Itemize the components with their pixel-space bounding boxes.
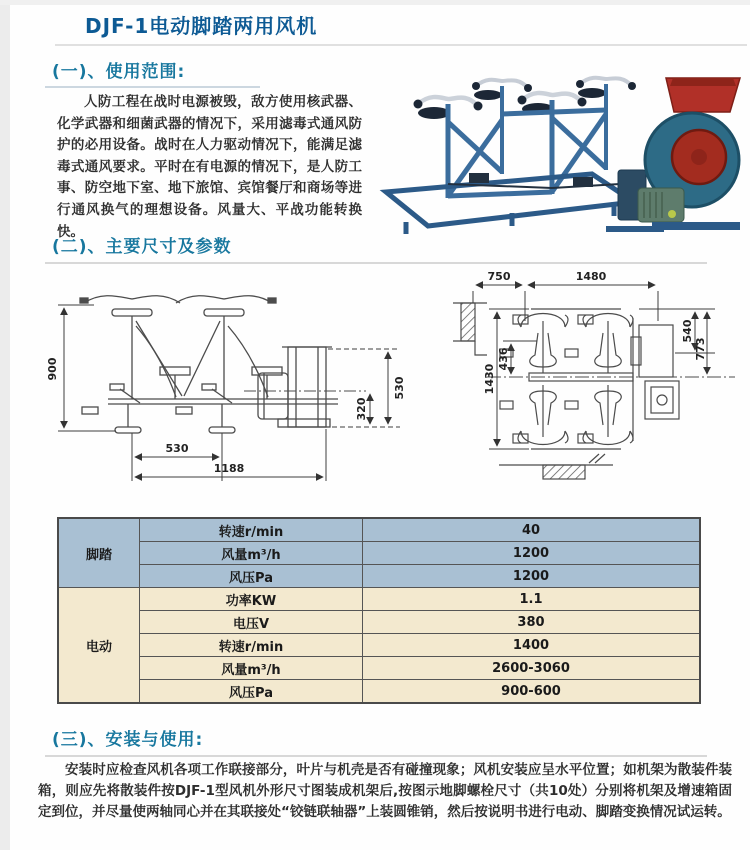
motor [638,188,684,222]
dim-seat-to-axis: 436 [497,347,510,371]
install-body-text: 安装时应检查风机各项工作联接部分，叶片与机壳是否有碰撞现象；风机安装应呈水平位置；如机架为散装件装箱，则应先将散装件按DJF-1型风机外形尺寸图装成机架后,按图示地脚螺栓尺寸（共10处）分别将机架及增速箱固定到位，并尽量使两轴同心并在其联接处“铰链联轴器”上装圆锥销，然后按说明书进行电动、脚踏变换情况试运转。 [38,762,732,820]
far-handlebars [476,78,632,88]
param-value: 380 [363,611,701,634]
param-label: 风量m³/h [140,657,363,680]
group-motor: 电动 [58,588,140,704]
table-row [58,518,700,542]
fan-hub [691,149,707,165]
side-view-drawing [32,281,427,499]
dim-wall-clearance: 750 [487,270,511,283]
group-pedal: 脚踏 [58,518,140,588]
param-value: 1200 [363,565,701,588]
dim-pedal-spacing: 530 [165,442,189,455]
section-heading-install: (三)、安装与使用: [52,730,204,750]
param-value: 1.1 [363,588,701,611]
table-row [58,542,700,565]
side-view-machine [80,296,366,433]
table-row [58,611,700,634]
param-value: 2600-3060 [363,657,701,680]
param-value: 40 [363,518,701,542]
scan-edge-top [0,0,750,5]
param-label: 功率KW [140,588,363,611]
title-divider [55,44,747,46]
top-view-machine [487,309,735,449]
dim-overall-height: 900 [46,357,59,381]
motor-badge [668,210,676,218]
fan-base-2 [606,226,664,232]
param-value: 1200 [363,542,701,565]
page-title: DJF-1电动脚踏两用风机 [85,14,318,38]
dim-fan-overall-depth: 773 [694,337,707,361]
side-view-dimension-labels [46,357,406,475]
table-row [58,588,700,611]
install-heading-divider [45,755,707,757]
usage-body-text: 人防工程在战时电源被毁，敌方使用核武器、化学武器和细菌武器的情况下，采用滤毒式通风防护的必用设备。战时在人力驱动情况下，能满足滤毒式通风要求。平时在有电源的情况下，是人防工事、防空地下室、地下旅馆、宾馆餐厅和商场等进行通风换气的理想设备。风量大、平战功能转换快。 [57,94,362,240]
product-photo [352,56,746,236]
section-heading-usage: (一)、使用范围: [52,62,186,82]
fan-outlet-shade [670,78,736,86]
scan-edge-left [0,0,10,850]
side-view-dimension-lines [58,305,400,481]
table-row [58,634,700,657]
dim-top-overall-length: 1480 [575,270,607,283]
wall-sections [453,303,613,479]
table-row [58,565,700,588]
fan-assembly [606,78,740,232]
dim-fan-depth: 540 [681,319,694,343]
top-view-drawing [443,263,745,508]
table-row [58,680,700,704]
fan-base [652,222,740,230]
param-value: 1400 [363,634,701,657]
param-label: 风量m³/h [140,542,363,565]
param-label: 转速r/min [140,518,363,542]
section-heading-dimensions: (二)、主要尺寸及参数 [52,237,232,257]
dim-axis-height: 320 [355,397,368,421]
dim-overall-width: 1430 [483,363,496,395]
dim-fan-top-height: 530 [393,376,406,400]
base-frame [386,174,634,234]
param-label: 风压Pa [140,565,363,588]
param-label: 风压Pa [140,680,363,704]
dim-overall-length: 1188 [213,462,245,475]
usage-heading-divider [45,86,260,88]
param-label: 电压V [140,611,363,634]
param-value: 900-600 [363,680,701,704]
param-label: 转速r/min [140,634,363,657]
table-row [58,657,700,680]
spec-table [57,517,701,704]
